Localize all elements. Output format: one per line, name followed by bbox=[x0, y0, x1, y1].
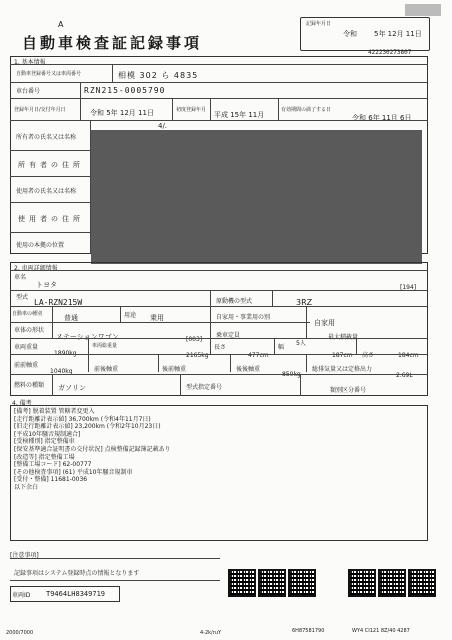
height-value: 184cm bbox=[398, 352, 419, 359]
capacity-label: 乗車定員 bbox=[216, 332, 241, 339]
length-value: 477cm bbox=[248, 352, 269, 359]
note-line: [旧走行距離計表示値] 23,200km (令和2年10月23日) bbox=[14, 423, 161, 431]
kind-label: 自動車の種別 bbox=[12, 311, 43, 317]
gross-value: 2165kg bbox=[186, 352, 209, 359]
code-value: [194] bbox=[400, 284, 417, 291]
notes-section-title: 4. 備考 bbox=[12, 400, 32, 407]
fuel-label: 燃料の種類 bbox=[14, 382, 45, 389]
use-value: 乗用 bbox=[150, 314, 164, 322]
gross-label: 車両総重量 bbox=[92, 343, 118, 349]
note-line: [受付・整備] 11681-0036 bbox=[14, 476, 88, 484]
class-label: 類別区分番号 bbox=[330, 387, 367, 394]
front-rear-label: 前後軸重 bbox=[94, 366, 119, 373]
document-title: 自動車検査証記録事項 bbox=[22, 34, 203, 52]
vehicle-section-title: 2. 車両詳細情報 bbox=[14, 265, 58, 272]
note-line: [受検種別] 指定整備車 bbox=[14, 438, 75, 446]
note-line: [整備工場コード] 62-00777 bbox=[14, 461, 92, 469]
footer-code2: WY4 CI121 8Z/40 4287 bbox=[352, 628, 410, 634]
footer-mid: 4-2k/ruY bbox=[200, 630, 222, 636]
expiry-label: 有効期間の満了する日 bbox=[281, 107, 332, 113]
width-value: 187cm bbox=[332, 352, 353, 359]
base-label: 使用の本拠の位置 bbox=[16, 242, 65, 249]
note-line: [保安基準適合証明書の交付状況] 点検整備記録簿記載あり bbox=[14, 445, 171, 453]
vehicle-id-value: T9464LH8349719 bbox=[46, 590, 106, 598]
note-line: [その他検査事項] (61) 平成10年騒音規制車 bbox=[14, 468, 133, 476]
issue-era: 令和 bbox=[343, 30, 357, 38]
qr-code-4 bbox=[348, 569, 376, 597]
body-value: ステーションワゴン bbox=[56, 333, 119, 341]
doc-number: 422230273807 bbox=[368, 49, 412, 56]
weight-label: 車両重量 bbox=[14, 344, 39, 351]
width-label: 幅 bbox=[278, 344, 285, 351]
note-line: 以下余白 bbox=[14, 483, 39, 491]
note-line: [改造等] 指定整備工場 bbox=[14, 453, 75, 461]
footer-serial: 2000/7000 bbox=[6, 630, 34, 636]
user-name-label: 使用者の氏名又は名称 bbox=[16, 188, 77, 195]
note-line: [備考] 脱着装置 管轄者変更入 bbox=[14, 408, 95, 415]
use-label: 用途 bbox=[124, 312, 137, 319]
note-line: [平成10年騒音規制適合] bbox=[14, 430, 81, 438]
corner-mark: A bbox=[58, 20, 64, 29]
notice-label: [注意事項] bbox=[10, 552, 39, 559]
height-label: 高さ bbox=[362, 352, 375, 359]
rear-axle-value: 850kg bbox=[282, 371, 301, 378]
vin-value: RZN215-0005790 bbox=[84, 86, 166, 95]
length-label: 長さ bbox=[214, 344, 227, 351]
maxload-label: 最大積載量 bbox=[328, 334, 359, 341]
user-addr-label: 使用者の住所 bbox=[18, 215, 84, 223]
rear-axle-label: 後後軸重 bbox=[236, 366, 261, 373]
front-axle-label: 前前軸重 bbox=[14, 362, 39, 369]
body-label: 車体の形状 bbox=[14, 327, 45, 334]
maker-label: 車名 bbox=[14, 274, 27, 281]
front-axle-value: 1040kg bbox=[50, 368, 73, 375]
weight-value: 1890kg bbox=[54, 350, 77, 357]
expiry-value: 令和 6年 11月 6日 bbox=[352, 114, 412, 122]
type-no-label: 型式指定番号 bbox=[186, 384, 223, 391]
qr-code-3 bbox=[288, 569, 316, 597]
qr-code-1 bbox=[228, 569, 256, 597]
fuel-value: ガソリン bbox=[58, 384, 86, 392]
owner-addr-label: 所有者の住所 bbox=[18, 161, 84, 169]
biz-value: 自家用 bbox=[314, 319, 335, 327]
issue-label: 記録年月日 bbox=[306, 21, 332, 27]
rear-front-label: 後前軸重 bbox=[162, 366, 187, 373]
first-reg-value: 平成 15年 11月 bbox=[214, 111, 265, 119]
qr-code-5 bbox=[378, 569, 406, 597]
vin-label: 車台番号 bbox=[16, 88, 41, 95]
footer-code1: 6H87581790 bbox=[292, 628, 325, 634]
owner-name-label: 所有者の氏名又は名称 bbox=[16, 134, 77, 141]
engine-label: 原動機の型式 bbox=[216, 298, 253, 305]
plate-label: 自動車登録番号又は車両番号 bbox=[16, 71, 82, 77]
header-redaction bbox=[405, 4, 441, 16]
owner-name-value: 4/. bbox=[158, 122, 168, 130]
basic-section-title: 1. 基本情報 bbox=[14, 59, 46, 66]
body-code: [003] bbox=[186, 336, 203, 343]
reg-date-label: 登録年月日/交付年月日 bbox=[14, 107, 66, 113]
model-label: 型式 bbox=[16, 294, 29, 301]
plate-value: 相模 302 ら 4835 bbox=[118, 71, 199, 80]
qr-code-2 bbox=[258, 569, 286, 597]
engine-value: 3RZ bbox=[296, 298, 313, 307]
vehicle-id-label: 車両ID bbox=[12, 592, 31, 599]
maker-value: トヨタ bbox=[36, 281, 57, 289]
notes-list bbox=[14, 408, 171, 492]
model-value: LA-RZN215W bbox=[34, 298, 83, 307]
first-reg-label: 初度登録年月 bbox=[176, 107, 207, 113]
vehicle-detail-section bbox=[10, 262, 428, 396]
notice-text: 記録事項はシステム登録時点の情報となります bbox=[14, 570, 140, 577]
disp-value: 2.69L bbox=[396, 372, 413, 379]
note-line: [走行距離計表示値] 36,700km (令和4年11月7日) bbox=[14, 415, 151, 423]
biz-label: 自家用・事業用の別 bbox=[216, 314, 271, 321]
reg-date-value: 令和 5年 12月 11日 bbox=[90, 109, 154, 117]
capacity-value: 5人 bbox=[296, 340, 306, 347]
kind-value: 普通 bbox=[64, 314, 78, 322]
personal-info-redaction bbox=[91, 130, 422, 264]
qr-code-6 bbox=[408, 569, 436, 597]
disp-label: 総排気量又は定格出力 bbox=[312, 366, 373, 373]
issue-date: 5年 12月 11日 bbox=[374, 30, 422, 38]
